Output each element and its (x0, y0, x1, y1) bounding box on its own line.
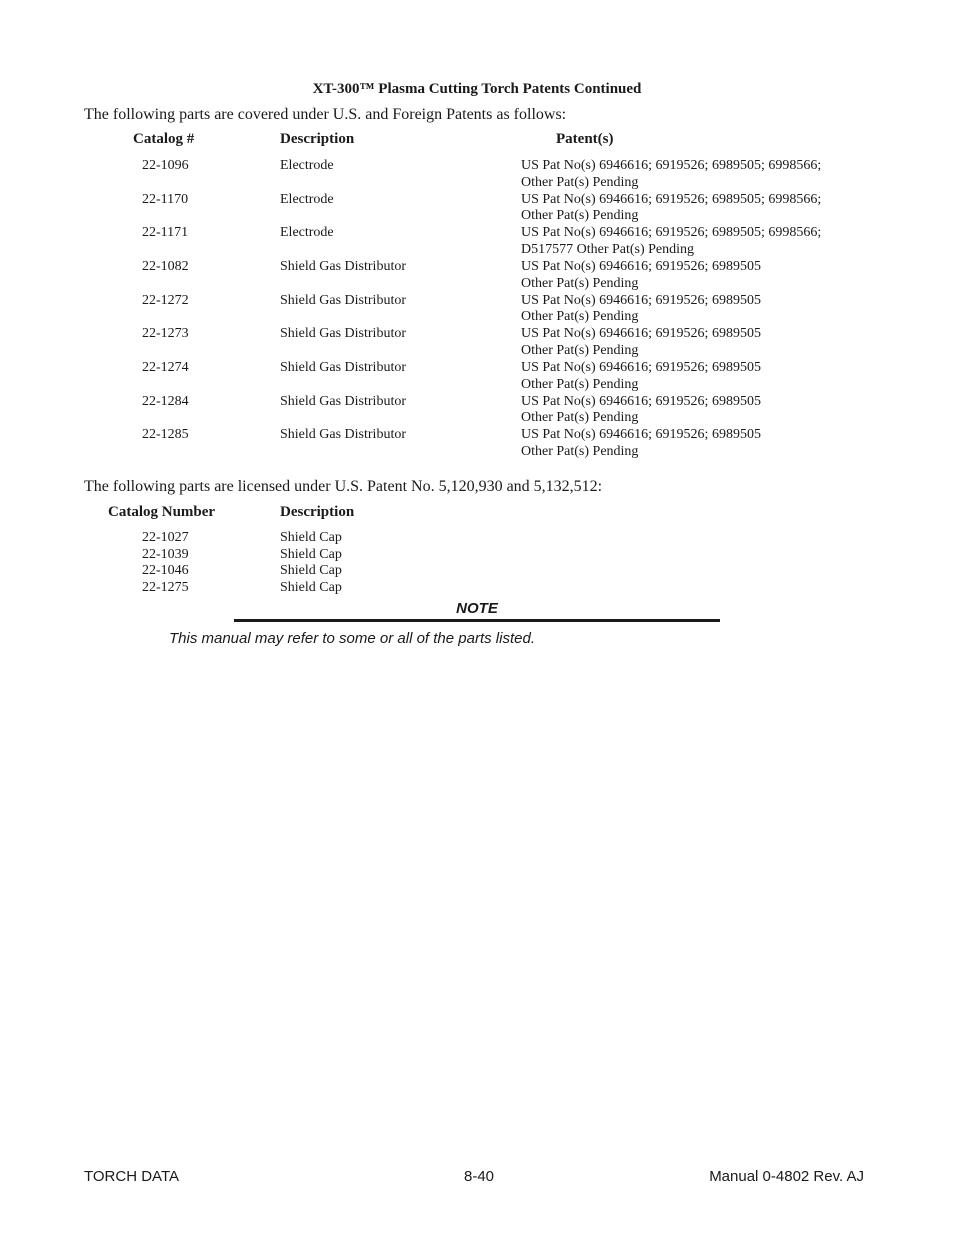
row-patent-line2: Other Pat(s) Pending (521, 175, 639, 190)
row-patent-line1: US Pat No(s) 6946616; 6919526; 6989505 (521, 360, 761, 375)
row-catalog: 22-1171 (142, 225, 189, 240)
row-patent-line2: Other Pat(s) Pending (521, 276, 639, 291)
row-catalog: 22-1096 (142, 158, 189, 173)
row-patent-line2: Other Pat(s) Pending (521, 444, 639, 459)
row-description: Shield Gas Distributor (280, 326, 406, 341)
table1-header-description: Description (280, 131, 355, 147)
table2-header-description: Description (280, 504, 355, 520)
row-catalog: 22-1275 (142, 580, 189, 595)
row-patent-line1: US Pat No(s) 6946616; 6919526; 6989505; 6998566; (521, 225, 822, 240)
row-patent-line2: Other Pat(s) Pending (521, 343, 639, 358)
row-description: Electrode (280, 225, 334, 240)
row-catalog: 22-1027 (142, 530, 189, 545)
row-patent-line1: US Pat No(s) 6946616; 6919526; 6989505 (521, 326, 761, 341)
note-label: NOTE (456, 600, 498, 617)
row-description: Shield Cap (280, 580, 342, 595)
row-description: Electrode (280, 158, 334, 173)
note-divider (234, 619, 720, 622)
license-intro-text: The following parts are licensed under U.S. Patent No. 5,120,930 and 5,132,512: (84, 478, 603, 495)
row-description: Electrode (280, 192, 334, 207)
row-description: Shield Gas Distributor (280, 427, 406, 442)
row-catalog: 22-1274 (142, 360, 189, 375)
row-catalog: 22-1272 (142, 293, 189, 308)
patents-intro-text: The following parts are covered under U.S. and Foreign Patents as follows: (84, 106, 567, 123)
page-title: XT-300™ Plasma Cutting Torch Patents Continued (312, 81, 642, 97)
row-description: Shield Cap (280, 547, 342, 562)
row-description: Shield Gas Distributor (280, 360, 406, 375)
row-description: Shield Gas Distributor (280, 293, 406, 308)
row-patent-line1: US Pat No(s) 6946616; 6919526; 6989505 (521, 293, 761, 308)
row-catalog: 22-1170 (142, 192, 189, 207)
row-patent-line1: US Pat No(s) 6946616; 6919526; 6989505 (521, 259, 761, 274)
row-catalog: 22-1273 (142, 326, 189, 341)
row-patent-line1: US Pat No(s) 6946616; 6919526; 6989505 (521, 394, 761, 409)
row-patent-line2: D517577 Other Pat(s) Pending (521, 242, 695, 257)
row-patent-line1: US Pat No(s) 6946616; 6919526; 6989505 (521, 427, 761, 442)
row-catalog: 22-1285 (142, 427, 189, 442)
row-patent-line2: Other Pat(s) Pending (521, 309, 639, 324)
row-patent-line1: US Pat No(s) 6946616; 6919526; 6989505; 6998566; (521, 158, 822, 173)
row-description: Shield Gas Distributor (280, 259, 406, 274)
note-text: This manual may refer to some or all of the parts listed. (169, 630, 535, 647)
table1-header-catalog: Catalog # (133, 131, 195, 147)
row-catalog: 22-1046 (142, 563, 189, 578)
row-patent-line1: US Pat No(s) 6946616; 6919526; 6989505; 6998566; (521, 192, 822, 207)
footer-section: TORCH DATA (84, 1168, 180, 1185)
row-catalog: 22-1082 (142, 259, 189, 274)
row-description: Shield Gas Distributor (280, 394, 406, 409)
table1-header-patents: Patent(s) (556, 131, 614, 147)
row-catalog: 22-1284 (142, 394, 189, 409)
row-patent-line2: Other Pat(s) Pending (521, 410, 639, 425)
row-patent-line2: Other Pat(s) Pending (521, 377, 639, 392)
row-catalog: 22-1039 (142, 547, 189, 562)
row-description: Shield Cap (280, 563, 342, 578)
footer-manual-rev: Manual 0-4802 Rev. AJ (709, 1168, 864, 1185)
table2-header-catalog: Catalog Number (108, 504, 216, 520)
row-description: Shield Cap (280, 530, 342, 545)
row-patent-line2: Other Pat(s) Pending (521, 208, 639, 223)
footer-page-number: 8-40 (464, 1168, 495, 1185)
